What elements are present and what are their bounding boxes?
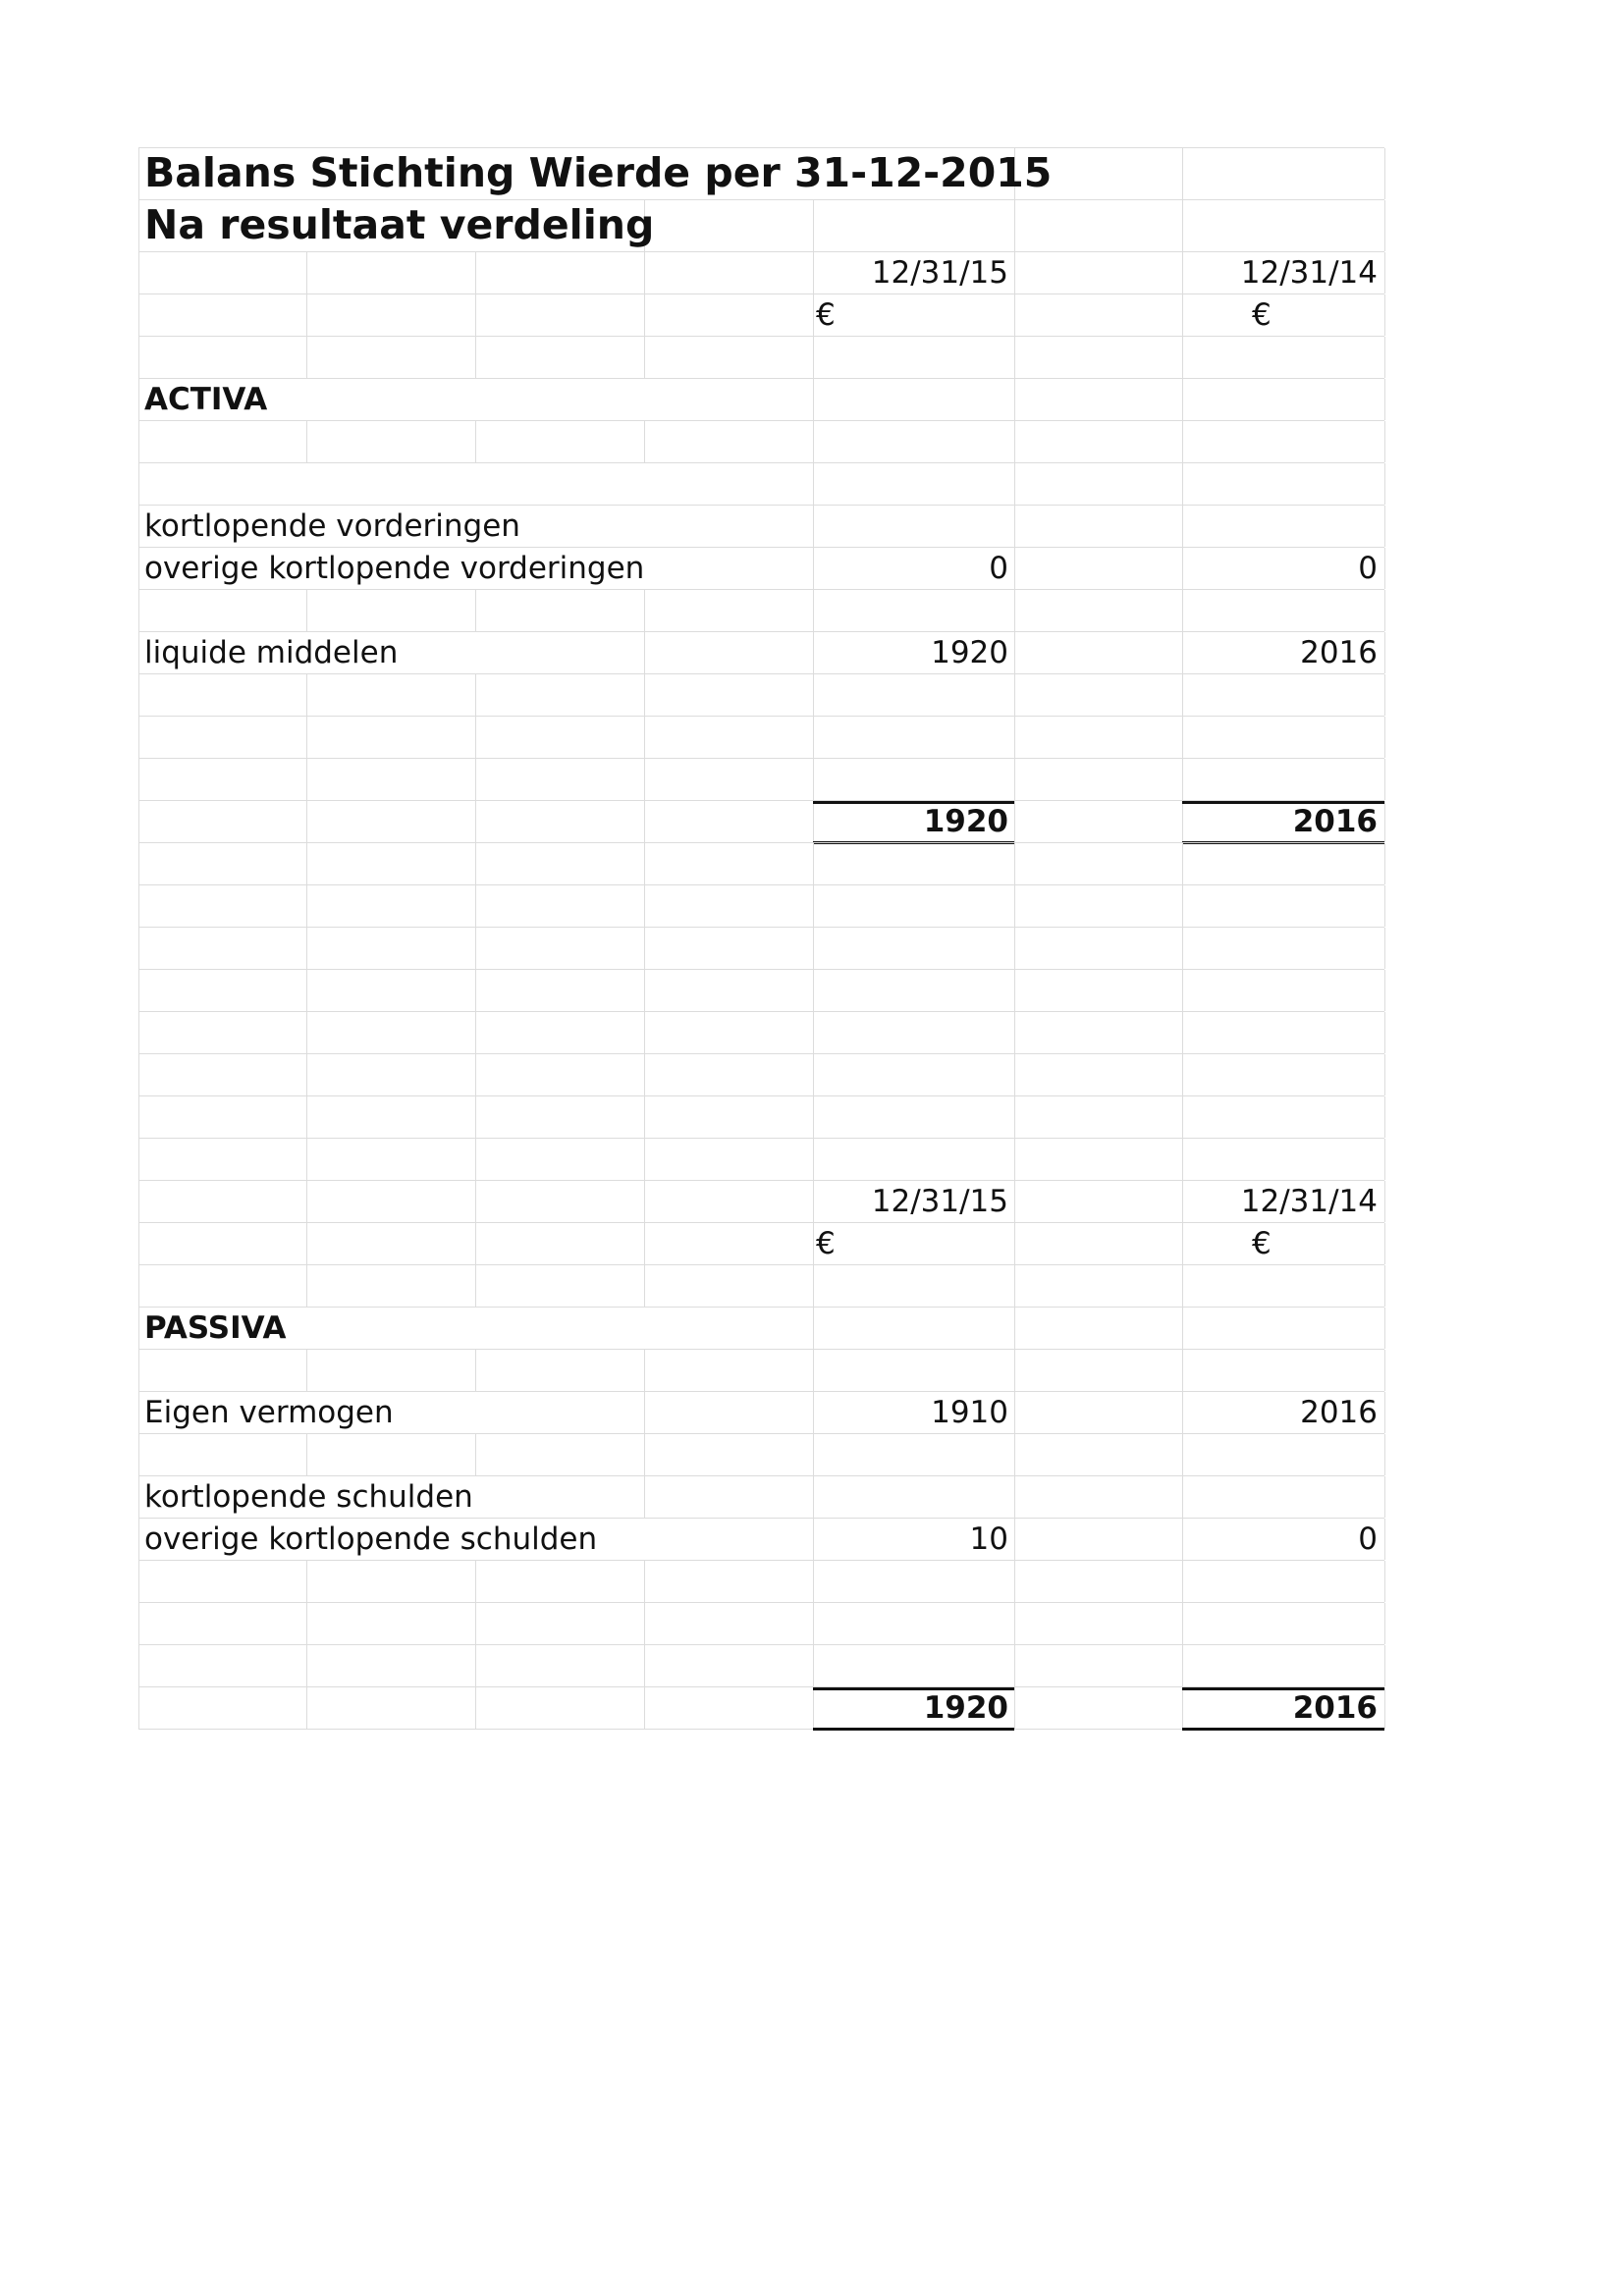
passiva-currency-previous: € [1252, 1226, 1272, 1261]
value-previous: 2016 [1300, 1395, 1378, 1430]
empty-row [138, 1349, 1384, 1391]
empty-row [138, 1560, 1384, 1602]
activa-currency-previous: € [1252, 297, 1272, 333]
activa-date-current: 12/31/15 [871, 255, 1008, 291]
table-row [138, 631, 1384, 673]
row-label: Eigen vermogen [144, 1395, 394, 1430]
sheet-title: Balans Stichting Wierde per 31-12-2015 [144, 149, 1053, 196]
value-previous: 2016 [1300, 635, 1378, 670]
table-row [138, 1518, 1384, 1560]
passiva-total-row [138, 1686, 1384, 1730]
activa-total-current: 1920 [923, 804, 1008, 839]
empty-row [138, 842, 1384, 884]
activa-date-previous: 12/31/14 [1240, 255, 1378, 291]
empty-row [138, 589, 1384, 631]
subtitle-row [138, 199, 1384, 251]
passiva-date-current: 12/31/15 [871, 1184, 1008, 1219]
empty-row [138, 1644, 1384, 1686]
activa-date-row [138, 251, 1384, 294]
activa-total-previous: 2016 [1292, 804, 1378, 839]
activa-heading-row [138, 378, 1384, 420]
sheet-subtitle: Na resultaat verdeling [144, 201, 655, 248]
empty-row [138, 1433, 1384, 1475]
empty-row [138, 716, 1384, 758]
empty-row [138, 673, 1384, 716]
passiva-date-row [138, 1180, 1384, 1222]
empty-row [138, 969, 1384, 1011]
value-previous: 0 [1358, 1522, 1378, 1557]
passiva-heading: PASSIVA [144, 1310, 287, 1346]
empty-row [138, 336, 1384, 378]
empty-row [138, 1053, 1384, 1095]
value-current: 0 [989, 551, 1008, 586]
empty-row [138, 1095, 1384, 1138]
passiva-total-previous: 2016 [1292, 1690, 1378, 1726]
empty-row [138, 758, 1384, 800]
liabilities-group-row [138, 1475, 1384, 1518]
activa-currency-row [138, 294, 1384, 336]
receivables-group-row [138, 505, 1384, 547]
row-label: overige kortlopende schulden [144, 1522, 598, 1557]
row-label: overige kortlopende vorderingen [144, 551, 645, 586]
passiva-date-previous: 12/31/14 [1240, 1184, 1378, 1219]
table-row [138, 547, 1384, 589]
activa-heading: ACTIVA [144, 382, 268, 417]
empty-row [138, 420, 1384, 462]
title-row [138, 147, 1384, 199]
empty-row [138, 927, 1384, 969]
value-current: 1910 [931, 1395, 1008, 1430]
balance-sheet [138, 147, 1384, 1730]
value-current: 1920 [931, 635, 1008, 670]
value-current: 10 [969, 1522, 1008, 1557]
passiva-total-current: 1920 [923, 1690, 1008, 1726]
empty-row [138, 1138, 1384, 1180]
activa-total-row [138, 800, 1384, 842]
row-label: liquide middelen [144, 635, 399, 670]
passiva-currency-row [138, 1222, 1384, 1264]
receivables-group-label: kortlopende vorderingen [144, 508, 520, 544]
value-previous: 0 [1358, 551, 1378, 586]
empty-row [138, 462, 1384, 505]
activa-currency-current: € [816, 297, 836, 333]
empty-row [138, 1264, 1384, 1307]
passiva-currency-current: € [816, 1226, 836, 1261]
table-row [138, 1391, 1384, 1433]
empty-row [138, 1602, 1384, 1644]
empty-row [138, 1011, 1384, 1053]
empty-row [138, 884, 1384, 927]
passiva-heading-row [138, 1307, 1384, 1349]
liabilities-group-label: kortlopende schulden [144, 1479, 473, 1515]
